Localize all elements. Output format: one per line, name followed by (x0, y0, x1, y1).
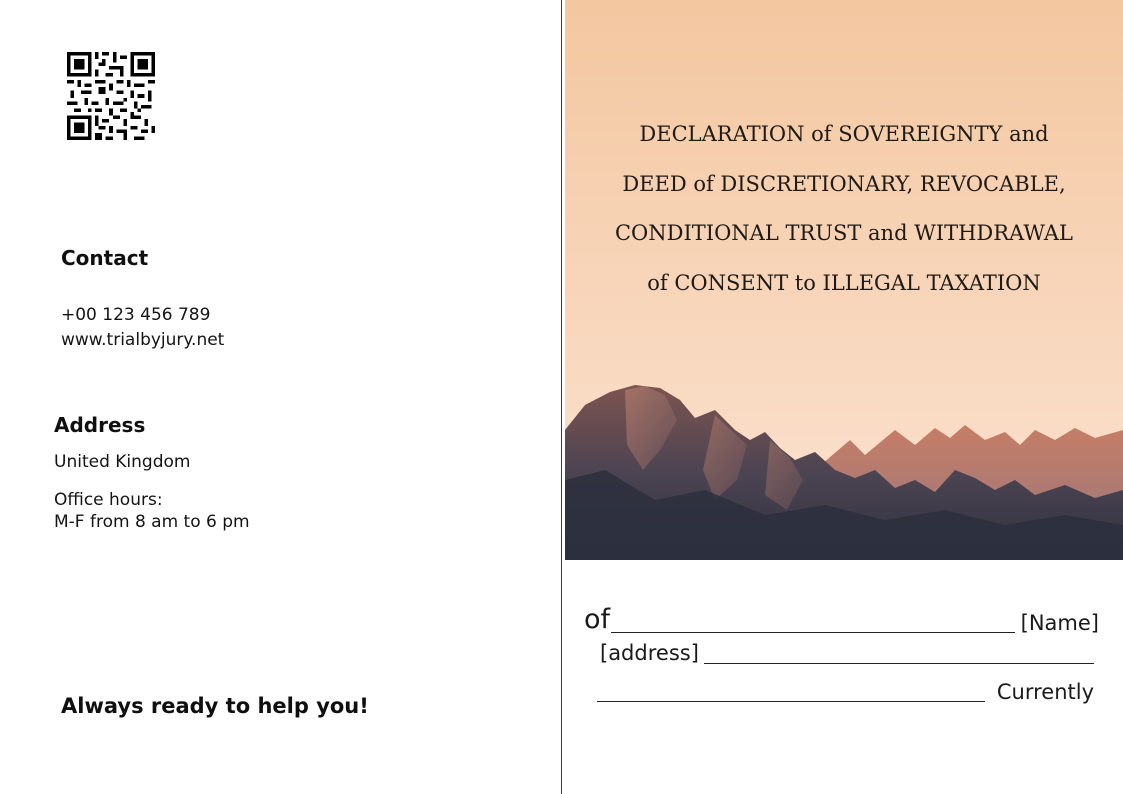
title-line-1: DECLARATION of SOVEREIGNTY and (639, 122, 1049, 146)
currently-label: Currently (996, 680, 1094, 704)
name-label: [Name] (1020, 611, 1099, 635)
website-link[interactable]: www.trialbyjury.net (61, 330, 225, 350)
office-hours-value: M-F from 8 am to 6 pm (54, 512, 250, 532)
office-hours-label: Office hours: (54, 490, 163, 510)
title-line-2: DEED of DISCRETIONARY, REVOCABLE, (622, 171, 1066, 196)
cover-panel (562, 0, 1123, 794)
phone-number[interactable]: +00 123 456 789 (61, 305, 211, 325)
currently-form-row (597, 678, 1094, 710)
address-country: United Kingdom (54, 452, 191, 472)
office-hours (54, 489, 250, 533)
name-blank-line[interactable] (611, 632, 1015, 633)
address-blank-line[interactable] (704, 663, 1094, 664)
contact-details (61, 303, 224, 353)
address-heading: Address (54, 413, 146, 437)
title-line-4: of CONSENT to ILLEGAL TAXATION (647, 270, 1041, 295)
tagline: Always ready to help you! (61, 694, 369, 718)
address-label: [address] (600, 641, 699, 665)
of-prefix: of (584, 604, 611, 635)
qr-code[interactable] (67, 52, 155, 140)
currently-blank-line[interactable] (597, 701, 985, 702)
cover-image (565, 0, 1123, 560)
title-line-3: CONDITIONAL TRUST and WITHDRAWAL (614, 221, 1074, 245)
address-form-row (600, 640, 1094, 670)
contact-panel (0, 0, 561, 794)
document-title (565, 110, 1123, 308)
qr-code-graphic (67, 52, 155, 140)
contact-heading: Contact (61, 246, 149, 270)
name-form-row (584, 604, 1099, 638)
